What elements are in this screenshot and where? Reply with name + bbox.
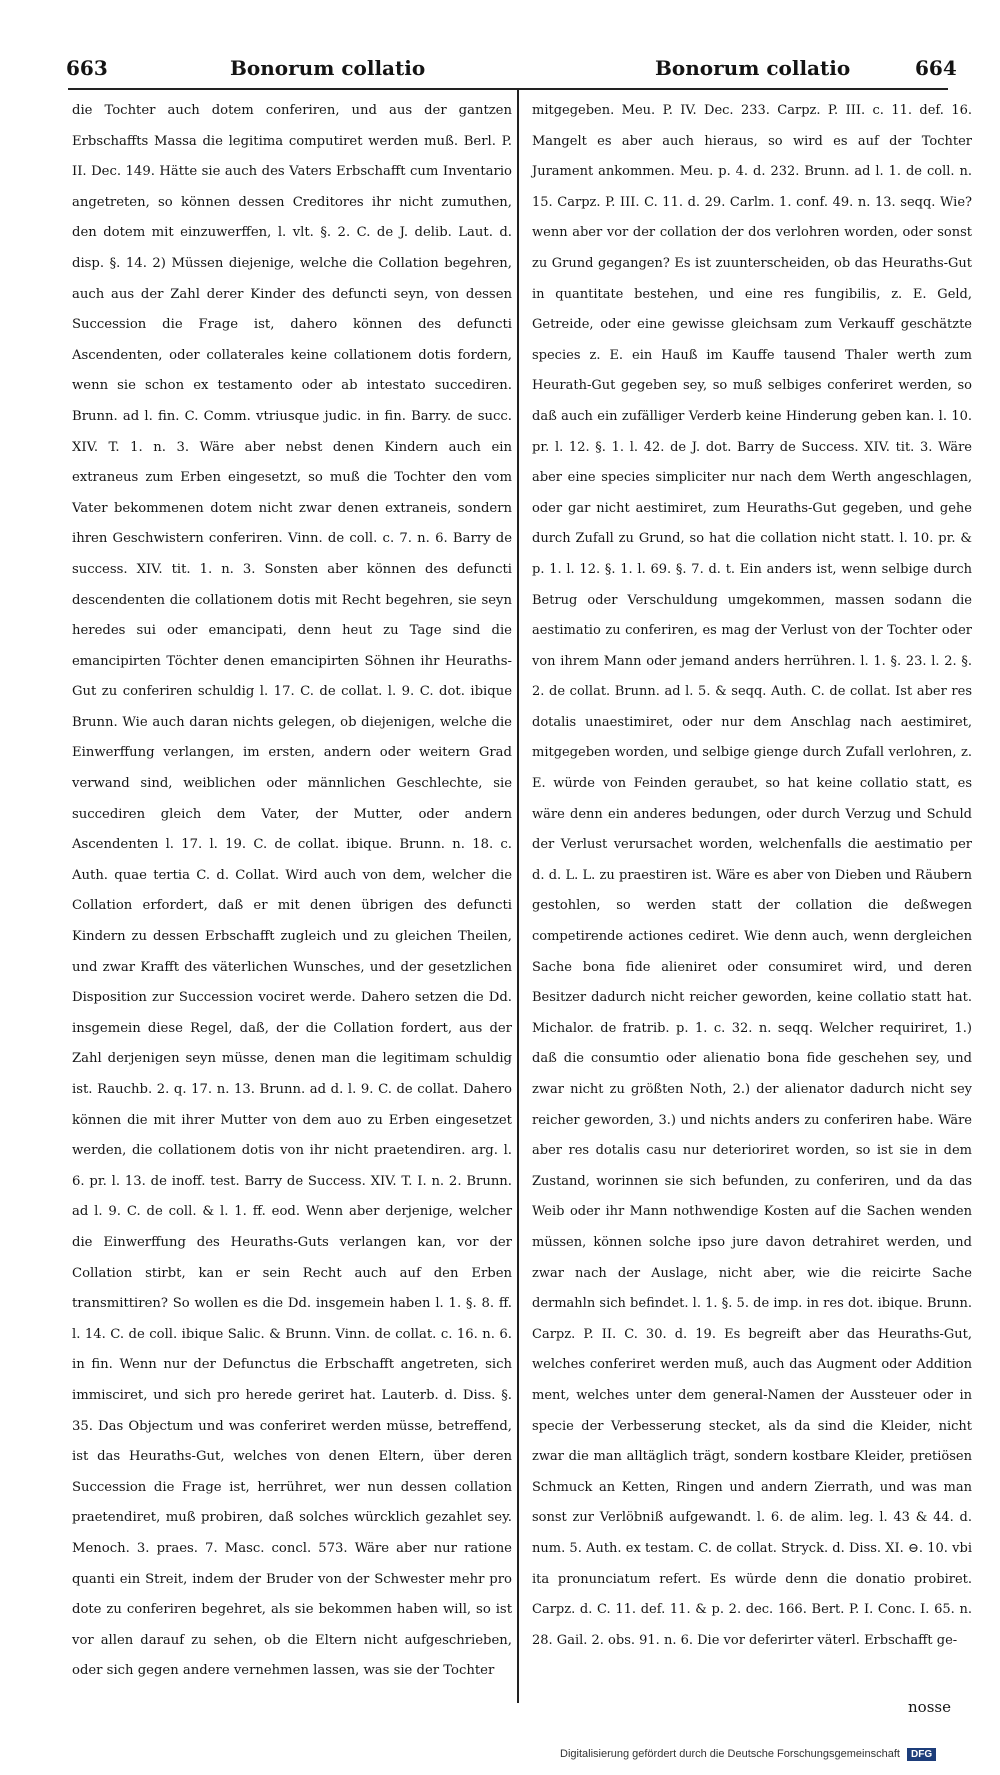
text-column-left: die Tochter auch dotem conferiren, und aus der gantzen Erbschaffts Massa die legitima computiret werden muß. Berl. P. II. Dec. 149. Hätte sie auch des Vaters Erbschafft cum Inventario angetreten, so können dessen Creditores ihr nicht zumuthen, den dotem mit einzuwerffen, l. vlt. §. 2. C. de J. delib. Laut. d. disp. §. 14. 2) Müssen diejenige, welche die Collation begehren, auch aus der Zahl derer Kinder des defuncti seyn, von dessen Succession die Frage ist, dahero können des defuncti Ascendenten, oder collaterales keine collationem dotis fordern, wenn sie schon ex testamento oder ab intestato succediren. Brunn. ad l. fin. C. Comm. vtriusque judic. in fin. Barry. de succ. XIV. T. 1. n. 3. Wäre aber nebst denen Kindern auch ein extraneus zum Erben eingesetzt, so muß die Tochter den vom Vater bekommenen dotem nicht zwar denen extraneis, sondern ihren Geschwistern conferiren. Vinn. de coll. c. 7. n. 6. Barry de success. XIV. tit. 1. n. 3. Sonsten aber können des defuncti descendenten die collationem dotis mit Recht begehren, sie seyn heredes sui oder emancipati, denn heut zu Tage sind die emancipirten Töchter denen emancipirten Söhnen ihr Heuraths-Gut zu conferiren schuldig l. 17. C. de collat. l. 9. C. dot. ibique Brunn. Wie auch daran nichts gelegen, ob diejenigen, welche die Einwerffung verlangen, im ersten, andern oder weitern Grad verwand sind, weiblichen oder männlichen Geschlechte, sie succediren gleich dem Vater, der Mutter, oder andern Ascendenten l. 17. l. 19. C. de collat. ibique. Brunn. n. 18. c. Auth. quae tertia C. d. Collat. Wird auch von dem, welcher die Collation erfordert, daß er mit denen übrigen des defuncti Kindern zu dessen Erbschafft zugleich und zu gleichen Theilen, und zwar Krafft des väterlichen Wunsches, und der gesetzlichen Disposition zur Succession vociret werde. Dahero setzen die Dd. insgemein diese Regel, daß, der die Collation fordert, aus der Zahl derjenigen seyn müsse, denen man die legitimam schuldig ist. Rauchb. 2. q. 17. n. 13. Brunn. ad d. l. 9. C. de collat. Dahero können die mit ihrer Mutter von dem auo zu Erben eingesetzet werden, die collationem dotis von ihr nicht praetendiren. arg. l. 6. pr. l. 13. de inoff. test. Barry de Success. XIV. T. I. n. 2. Brunn. ad l. 9. C. de coll. & l. 1. ff. eod. Wenn aber derjenige, welcher die Einwerffung des Heuraths-Guts verlangen kan, vor der Collation stirbt, kan er sein Recht auch auf den Erben transmittiren? So wollen es die Dd. insgemein haben l. 1. §. 8. ff. l. 14. C. de coll. ibique Salic. & Brunn. Vinn. de collat. c. 16. n. 6. in fin. Wenn nur der Defunctus die Erbschafft angetreten, sich immisciret, und sich pro herede geriret hat. Lauterb. d. Diss. §. 35. Das Objectum und was conferiret werden müsse, betreffend, ist das Heuraths-Gut, welches von denen Eltern, über deren Succession die Frage ist, herrühret, wer nun dessen collation praetendiret, muß probiren, daß solches würcklich gezahlet sey. Menoch. 3. praes. 7. Masc. concl. 573. Wäre aber nur ratione quanti ein Streit, indem der Bruder von der Schwester mehr pro dote zu conferiren begehret, als sie bekommen haben will, so ist vor allen darauf zu sehen, ob die Eltern nicht aufgeschrieben, oder sich gegen andere vernehmen lassen, was sie der Tochter [72, 103, 512, 1679]
digitization-footer [560, 1748, 936, 1761]
page-number-right: 664 [915, 56, 957, 80]
catchword: nosse [908, 1698, 951, 1716]
column-divider [517, 88, 519, 1703]
text-column-right: mitgegeben. Meu. P. IV. Dec. 233. Carpz. P. III. c. 11. def. 16. Mangelt es aber auch hieraus, so wird es auf der Tochter Jurament ankommen. Meu. p. 4. d. 232. Brunn. ad l. 1. de coll. n. 15. Carpz. P. III. C. 11. d. 29. Carlm. 1. conf. 49. n. 13. seqq. Wie? wenn aber vor der collation der dos verlohren worden, oder sonst zu Grund gegangen? Es ist zuunterscheiden, ob das Heuraths-Gut in quantitate bestehen, und eine res fungibilis, z. E. Geld, Getreide, oder eine gewisse gleichsam zum Verkauff geschätzte species z. E. ein Hauß im Kauffe tausend Thaler werth zum Heurath-Gut gegeben sey, so muß selbiges conferiret werden, so daß auch ein zufälliger Verderb keine Hinderung geben kan. l. 10. pr. l. 12. §. 1. l. 42. de J. dot. Barry de Success. XIV. tit. 3. Wäre aber eine species simpliciter nur nach dem Werth angeschlagen, oder gar nicht aestimiret, zum Heuraths-Gut gegeben, und gehe durch Zufall zu Grund, so hat die collation nicht statt. l. 10. pr. & p. 1. l. 12. §. 1. l. 69. §. 7. d. t. Ein anders ist, wenn selbige durch Betrug oder Verschuldung umgekommen, massen sodann die aestimatio zu conferiren, es mag der Verlust von der Tochter oder von ihrem Mann oder jemand anders herrühren. l. 1. §. 23. l. 2. §. 2. de collat. Brunn. ad l. 5. & seqq. Auth. C. de collat. Ist aber res dotalis unaestimiret, oder nur dem Anschlag nach aestimiret, mitgegeben worden, und selbige gienge durch Zufall verlohren, z. E. würde von Feinden geraubet, so hat keine collatio statt, es wäre denn ein anderes bedungen, oder durch Verzug und Schuld der Verlust verursachet worden, welchenfalls die aestimatio per d. d. L. L. zu praestiren ist. Wäre es aber von Dieben und Räubern gestohlen, so werden statt der collation die deßwegen competirende actiones cediret. Wie denn auch, wenn dergleichen Sache bona fide alieniret oder consumiret wird, und deren Besitzer dadurch nicht reicher geworden, keine collatio statt hat. Michalor. de fratrib. p. 1. c. 32. n. seqq. Welcher requiriret, 1.) daß die consumtio oder alienatio bona fide geschehen sey, und zwar nicht zu größten Noth, 2.) der alienator dadurch nicht sey reicher geworden, 3.) und nichts anders zu conferiren habe. Wäre aber res dotalis casu nur deterioriret worden, so ist sie in dem Zustand, worinnen sie sich befunden, zu conferiren, und da das Weib oder ihr Mann nothwendige Kosten auf die Sachen wenden müssen, können solche ipso jure davon detrahiret werden, und zwar nach der Auslage, nicht aber, wie die reicirte Sache dermahln sich befindet. l. 1. §. 5. de imp. in res dot. ibique. Brunn. Carpz. P. II. C. 30. d. 19. Es begreift aber das Heuraths-Gut, welches conferiret werden muß, auch das Augment oder Addition ment, welches unter dem general-Namen der Aussteuer oder in specie der Verbesserung stecket, als da sind die Kleider, nicht zwar die man alltäglich trägt, sondern kostbare Kleider, pretiösen Schmuck an Ketten, Ringen und andern Zierrath, und was man sonst zur Verlöbniß aufgewandt. l. 6. de alim. leg. l. 43 & 44. d. num. 5. Auth. ex testam. C. de collat. Stryck. d. Diss. XI. ⊖. 10. vbi ita pronunciatum refert. Es würde denn die donatio probiret. Carpz. d. C. 11. def. 11. & p. 2. dec. 166. Bert. P. I. Conc. I. 65. n. 28. Gail. 2. obs. 91. n. 6. Die vor deferirter väterl. Erbschafft ge- [532, 103, 972, 1648]
footer-text: Digitalisierung gefördert durch die Deutsche Forschungsgemeinschaft [560, 1748, 900, 1760]
running-head-left: Bonorum collatio [230, 56, 426, 80]
page-number-left: 663 [66, 56, 108, 80]
dfg-logo: DFG [907, 1748, 936, 1761]
header-rule [68, 88, 948, 90]
running-head-right: Bonorum collatio [655, 56, 851, 80]
